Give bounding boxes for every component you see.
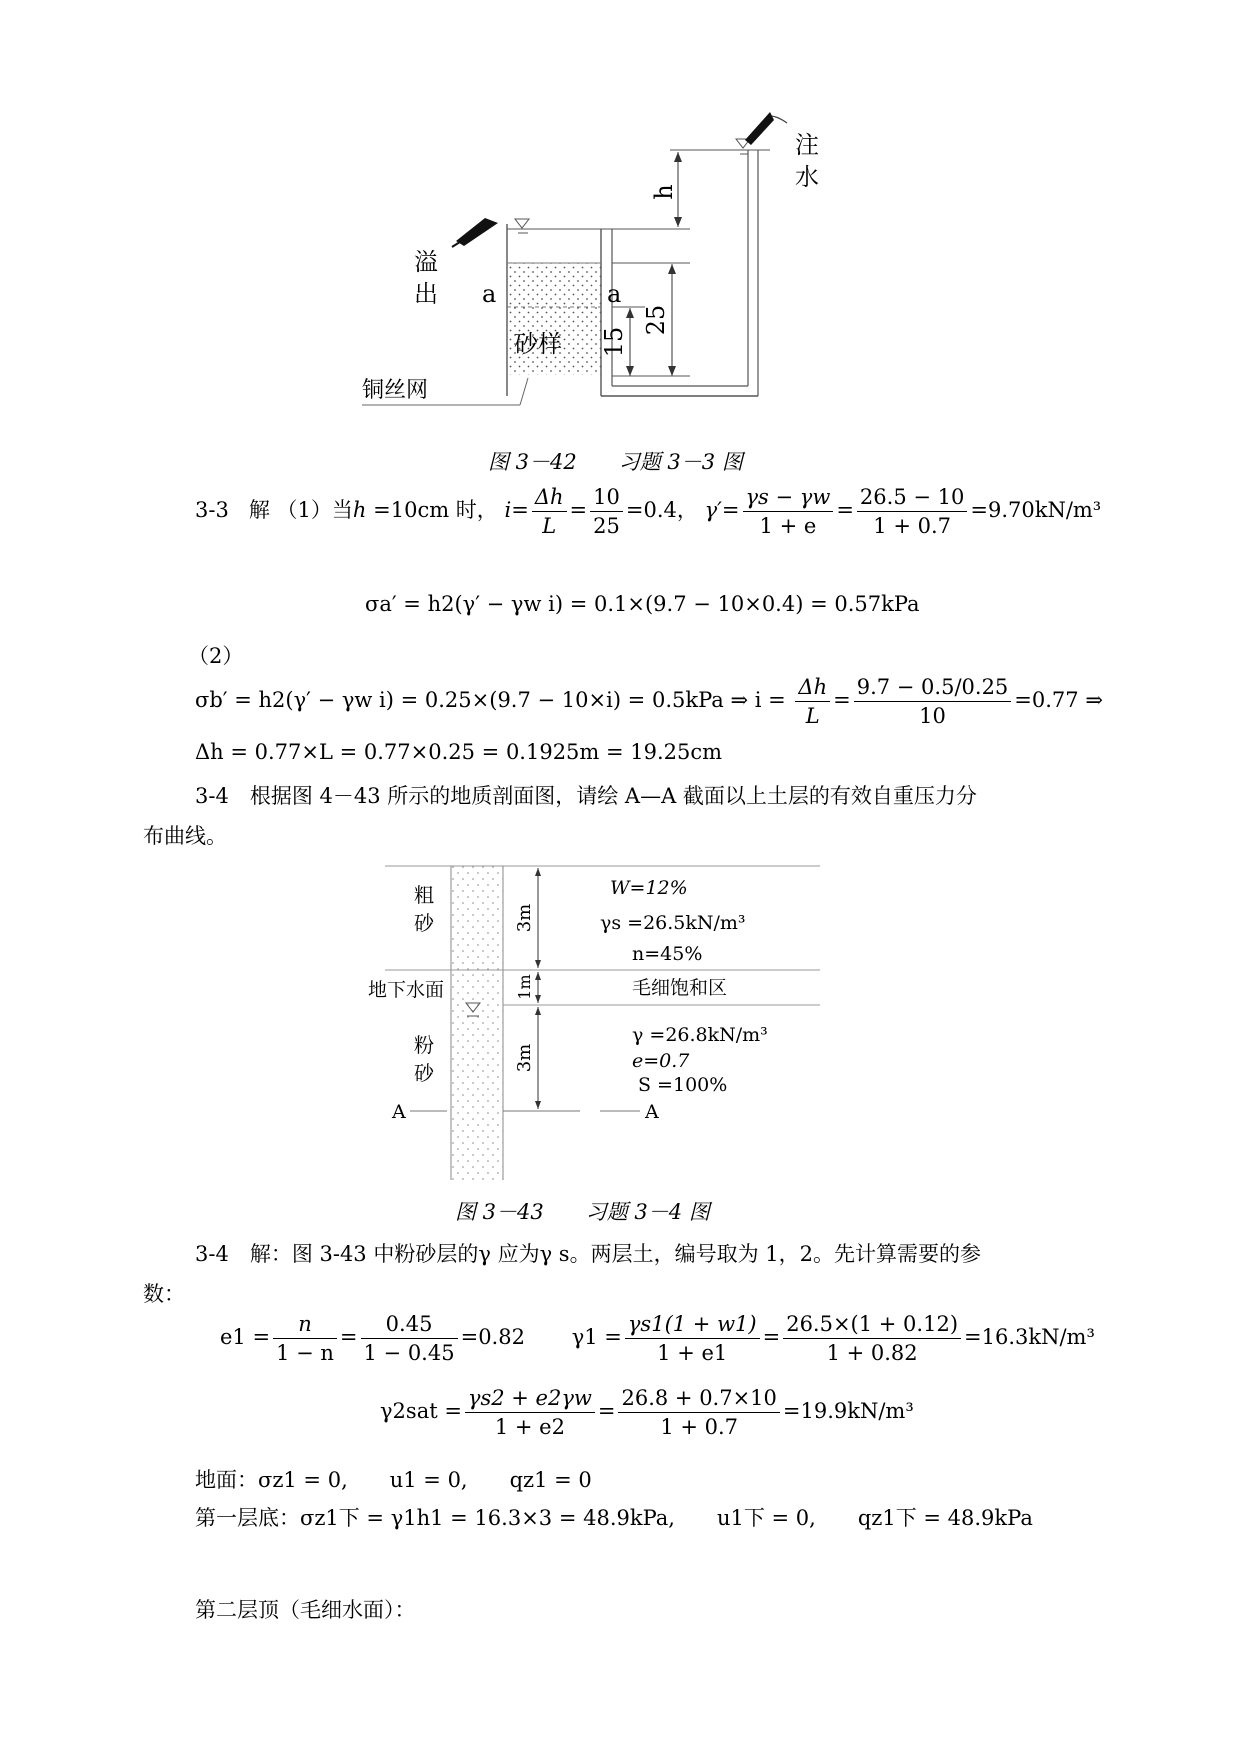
solution-3-3-delta-h: Δh = 0.77×L = 0.77×0.25 = 0.1925m = 19.25cm: [195, 740, 723, 764]
gamma2sat-result: =19.9kN/m³: [782, 1399, 914, 1423]
figure-3-43-caption: 图 3－43 习题 3－4 图: [455, 1200, 710, 1224]
label-a-right: A: [645, 1101, 659, 1123]
frac-den: 1 + 0.7: [660, 1415, 739, 1439]
ground-surface-values: 地面：σz1 = 0, u1 = 0, qz1 = 0: [195, 1468, 592, 1492]
frac-num: 26.5 − 10: [857, 483, 967, 512]
fraction-gamma1: [625, 1310, 760, 1367]
label-h: h: [650, 184, 678, 200]
frac-den: 1 + e2: [494, 1415, 565, 1439]
frac-num: γs1(1 + w1): [625, 1310, 760, 1339]
e1-left: e1 =: [220, 1325, 271, 1349]
question-3-4-line-2: 布曲线。: [143, 824, 227, 848]
frac-num: 10: [590, 483, 623, 512]
fraction-gamma1-values: [783, 1310, 961, 1367]
equals: =: [511, 498, 529, 522]
var-h: h: [352, 498, 367, 522]
label-a-right: a: [607, 280, 622, 308]
soil-column: [451, 866, 503, 1180]
frac-num: γs2 + e2γw: [465, 1384, 595, 1413]
problem-number: 3-3: [195, 498, 229, 522]
equals: =: [339, 1325, 358, 1349]
frac-den: 1 − 0.45: [363, 1341, 455, 1365]
i-result: =0.77 ⇒: [1014, 688, 1103, 712]
sigma-b-equation: σb′ = h2(γ′ − γw i) = 0.25×(9.7 − 10×i) = 0.5kPa ⇒ i =: [195, 688, 786, 712]
frac-num: 26.8 + 0.7×10: [618, 1384, 779, 1413]
label-25: 25: [642, 304, 670, 336]
frac-den: 1 + e: [759, 514, 817, 538]
label-yi: 溢: [414, 248, 438, 276]
frac-den: 25: [593, 514, 620, 538]
h-value: =10cm 时，: [373, 498, 498, 522]
i-result: =0.4，: [625, 498, 698, 522]
gamma1-left: γ1 =: [571, 1325, 622, 1349]
frac-den: 1 − n: [276, 1341, 334, 1365]
solution-3-4-line-1: 3-4 解：图 3-43 中粉砂层的γ 应为γ s。两层土，编号取为 1，2。先计算需要的参: [195, 1242, 981, 1266]
label-e: e=0.7: [632, 1050, 690, 1072]
label-chu: 出: [414, 280, 438, 308]
frac-num: Δh: [795, 673, 830, 702]
frac-den: 1 + 0.7: [873, 514, 951, 538]
fraction-n: [273, 1310, 337, 1367]
frac-den: 1 + 0.82: [826, 1341, 918, 1365]
frac-num: 0.45: [361, 1310, 458, 1339]
fraction-gamma2sat: [465, 1384, 595, 1441]
label-w: W=12%: [610, 877, 688, 899]
dim-1m: 1m: [515, 974, 534, 1000]
label-s: S =100%: [638, 1074, 728, 1096]
solution-3-4-line-2: 数：: [143, 1282, 185, 1306]
label-coarse-1: 粗: [414, 883, 434, 907]
solution-3-3-part-2: （2）: [188, 644, 244, 668]
equals: =: [762, 1325, 781, 1349]
figure-3-42-caption: 图 3－42 习题 3－3 图: [488, 450, 743, 474]
frac-den: L: [805, 704, 820, 728]
fraction-e1-values: [361, 1310, 458, 1367]
layer-1-bottom-values: 第一层底：σz1下 = γ1h1 = 16.3×3 = 48.9kPa, u1下 = 0, qz1下 = 48.9kPa: [195, 1506, 1033, 1530]
frac-num: 26.5×(1 + 0.12): [783, 1310, 961, 1339]
layer-2-top-heading: 第二层顶（毛细水面）：: [195, 1598, 416, 1622]
label-gamma-s: γs =26.5kN/m³: [600, 912, 746, 934]
label-fine-2: 砂: [414, 1061, 434, 1085]
dim-3m-bottom: 3m: [514, 1043, 535, 1073]
frac-den: 10: [919, 704, 946, 728]
label-mesh: 铜丝网: [362, 378, 429, 403]
gamma1-result: =16.3kN/m³: [964, 1325, 1095, 1349]
label-a-left: a: [482, 280, 497, 308]
equation-gamma2sat: [380, 1384, 914, 1441]
label-fine-1: 粉: [414, 1033, 434, 1057]
solution-3-3-sigma-a: σa′ = h2(γ′ − γw i) = 0.1×(9.7 − 10×0.4) = 0.57kPa: [365, 592, 920, 616]
label-zhu: 注: [795, 131, 819, 159]
solution-3-3-line-1: 3-3 解 （1）当h =10cm 时， i= $\frac{\Delta h}{L}$ = $\frac{10}{25}$ =0.4， γ′= $\frac{\gamma s - \gamma w}{1 + e}$ = $\frac{26.5 - 10}{1 + 0.7}$ =9.70kN/m³: [195, 485, 1102, 538]
var-gamma-prime: γ′: [704, 498, 722, 522]
e1-result: =0.82: [460, 1325, 525, 1349]
frac-den: L: [542, 514, 557, 538]
label-n: n=45%: [632, 943, 703, 965]
label-a-left: A: [392, 1101, 406, 1123]
question-3-4-line-1: 3-4 根据图 4－43 所示的地质剖面图，请绘 A—A 截面以上土层的有效自重压力分: [195, 784, 977, 808]
label-capillary: 毛细饱和区: [632, 977, 728, 999]
equals: =: [833, 688, 851, 712]
frac-num: γs − γw: [743, 483, 834, 512]
label-sample: 砂样: [514, 330, 562, 358]
gamma2sat-left: γ2sat =: [380, 1399, 462, 1423]
dim-3m-top: 3m: [514, 903, 535, 933]
solution-label: 解: [248, 498, 270, 522]
frac-num: 9.7 − 0.5/0.25: [854, 673, 1012, 702]
fraction-gamma2sat-values: [618, 1384, 779, 1441]
label-gamma: γ =26.8kN/m³: [632, 1024, 768, 1046]
label-shui: 水: [795, 163, 819, 191]
gamma-prime-result: =9.70kN/m³: [970, 498, 1102, 522]
var-i: i: [504, 498, 512, 522]
frac-num: Δh: [532, 483, 567, 512]
equals: =: [597, 1399, 616, 1423]
label-coarse-2: 砂: [414, 911, 434, 935]
label-15: 15: [600, 326, 628, 358]
frac-num: n: [273, 1310, 337, 1339]
equation-e1-gamma1: [220, 1310, 1095, 1367]
label-groundwater: 地下水面: [368, 979, 445, 1001]
part-1-text: （1）当: [276, 498, 353, 522]
frac-den: 1 + e1: [657, 1341, 728, 1365]
